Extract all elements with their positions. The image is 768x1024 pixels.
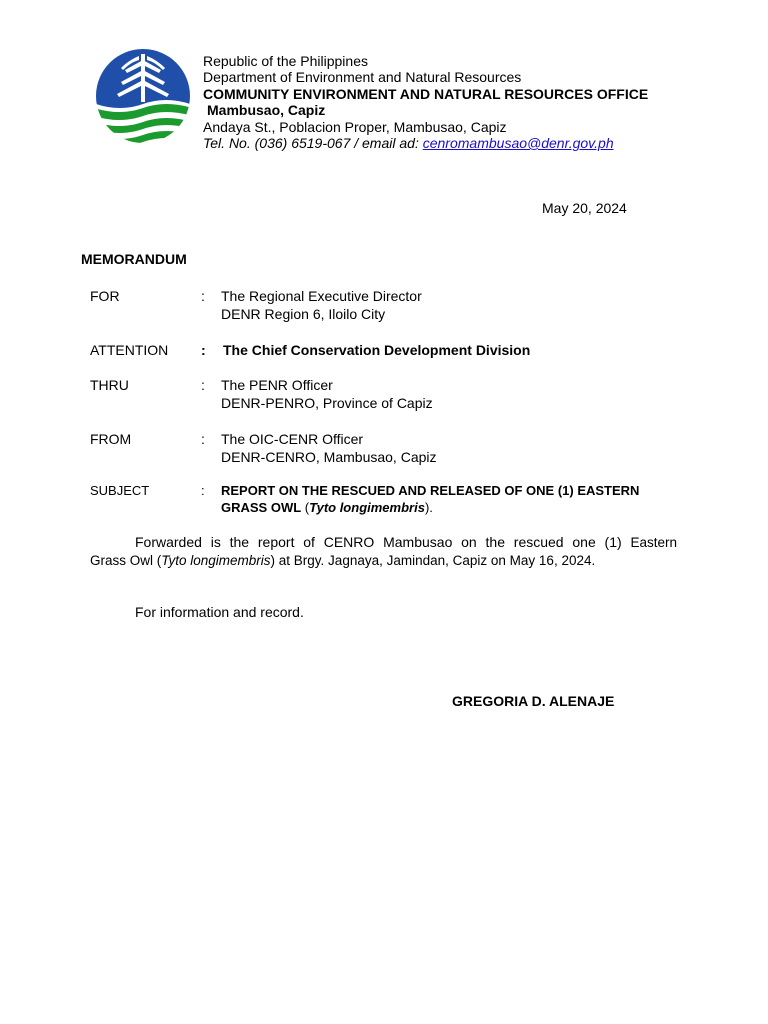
field-subject-line2 [221,499,639,516]
field-thru-label: THRU [90,377,129,393]
body-line1-text: Forwarded is the report of CENRO Mambusao on the rescued one (1) [135,534,631,550]
field-for-colon: : [201,288,205,304]
body-line2-pre: Grass Owl ( [90,553,162,568]
letterhead-contact-prefix: Tel. No. (036) 6519-067 / email ad: [203,135,423,152]
field-thru-colon: : [201,377,205,393]
field-thru-line1: The PENR Officer [221,377,333,393]
letterhead-office-location: Mambusao, Capiz [207,102,326,119]
signatory-name: GREGORIA D. ALENAJE [452,693,615,709]
subject-grass-owl: GRASS OWL [221,500,302,515]
letterhead-contact [203,135,648,151]
field-from-label: FROM [90,431,132,447]
letterhead-country: Republic of the Philippines [203,53,368,69]
field-for-label: FOR [90,288,120,304]
field-from-line1: The OIC-CENR Officer [221,431,364,447]
letterhead-address: Andaya St., Poblacion Proper, Mambusao, Capiz [203,118,507,135]
field-for-value [221,287,422,323]
field-for-line1: The Regional Executive Director [221,288,422,304]
body-line2-post: ) at Brgy. Jagnaya, Jamindan, Capiz on May 16, 2024. [270,553,596,568]
field-attention-colon: : [201,342,206,358]
letterhead [203,53,648,151]
field-thru-value [221,376,433,412]
subject-scientific-name: Tyto longimembris [309,500,425,515]
memo-title: MEMORANDUM [81,251,187,267]
closing-line: For information and record. [135,604,304,620]
field-attention-value: The Chief Conservation Development Division [223,342,531,358]
field-for-line2: DENR Region 6, Iloilo City [221,306,386,322]
field-from-value [221,430,437,466]
body-scientific-name: Tyto longimembris [161,553,271,568]
field-subject-value [221,482,639,516]
denr-logo [94,46,192,150]
field-attention-label: ATTENTION [90,342,169,358]
letterhead-office: COMMUNITY ENVIRONMENT AND NATURAL RESOURCES OFFICE [203,85,649,102]
body-line2 [90,552,677,570]
memo-date: May 20, 2024 [542,200,627,216]
body-line1-eastern: Eastern [630,535,677,550]
email-link[interactable]: cenromambusao@denr.gov.ph [422,135,614,152]
field-thru-line2: DENR-PENRO, Province of Capiz [221,395,433,411]
body-line1 [90,533,677,552]
body-paragraph [90,533,677,570]
field-subject-colon: : [201,483,205,498]
subject-paren-close: ). [424,500,433,515]
field-from-colon: : [201,431,205,447]
field-subject-label: SUBJECT [90,483,150,498]
subject-paren-open: ( [301,500,310,515]
field-from-line2: DENR-CENRO, Mambusao, Capiz [221,449,437,465]
field-subject-line1: REPORT ON THE RESCUED AND RELEASED OF ONE (1) EASTERN [221,483,640,498]
letterhead-department: Department of Environment and Natural Resources [203,69,522,86]
